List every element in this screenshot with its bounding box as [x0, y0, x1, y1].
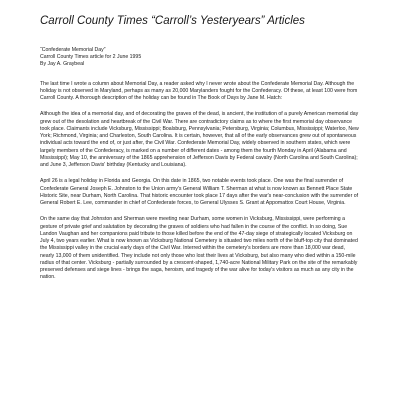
- article-author: By Jay A. Graybeal: [40, 61, 85, 68]
- paragraph-vicksburg: On the same day that Johnston and Sherman were meeting near Durham, some women in Vicksburg, Mississippi, were performing a gesture of private grief and salutation by decorating the graves of soldiers who had fallen in the course of the conflict. In so doing, Sue Landon Vaughan and her companions paid tribute to those killed before the end of the 47-day siege of strategically located Vicksburg on July 4, two years earlier. What is now known as Vicksburg National Cemetery is situated two miles north of the bluff-top city that dominated the Mississippi valley in the crucial early days of the Civil War. Interred within the cemetery's borders are more than 18,000 war dead, nearly 13,000 of them unidentified. They include not only those who lost their lives at Vicksburg, but also many who died within a 150-mile radius of that center. Vicksburg - partially surrounded by a crescent-shaped, 1,740-acre National Military Park on the site of the remarkably preserved defenses and siege lines - brings the saga, heroism, and tragedy of the war alive for today's visitors as much as any city in the nation.: [40, 216, 358, 281]
- paragraph-intro: The last time I wrote a column about Memorial Day, a reader asked why I never wrote about the Confederate Memorial Day. Although the holiday is not observed in Maryland, perhaps as many as 20,000 Marylanders fought for the Confederacy. Of these, at least 100 were from Carroll County. A thorough description of the holiday can be found in The Book of Days by Jane M. Hatch:: [40, 80, 358, 102]
- paragraph-memorial-history: Although the idea of a memorial day, and of decorating the graves of the dead, is ancient, the institution of a purely American memorial day grew out of the desolation and heartbreak of the Civil War. There are contradictory claims as to where the first memorial day observance took place. Claimants include Vicksburg, Mississippi; Boalsburg, Pennsylvania; Petersburg, Virginia; Columbus, Mississippi; Waterloo, New York; Richmond, Virginia; and Charleston, South Carolina. It is certain, however, that all of the early observances grew out of spontaneous individual acts toward the end of, or just after, the Civil War. Confederate Memorial Day, widely observed in southern states, which were largely members of the Confederacy, is marked on a number of different dates - among them the fourth Monday in April (Alabama and Mississippi); May 10, the anniversary of the 1865 apprehension of Jefferson Davis by Federal cavalry (North Carolina and South Carolina); and June 3, Jefferson Davis' birthday (Kentucky and Louisiana).: [40, 111, 359, 169]
- article-headline: “Confederate Memorial Day”: [40, 47, 106, 53]
- article-byline: [40, 47, 360, 69]
- paragraph-april-26: April 26 is a legal holiday in Florida and Georgia. On this date in 1865, two notable events took place. One was the final surrender of Confederate General Joseph E. Johnston to the Union army's General William T. Sherman at what is now known as Bennett Place State Historic Site, near Durham, North Carolina. That historic encounter took place 17 days after the war's near-conclusion with the surrender of General Robert E. Lee, commander in chief of Confederate forces, to General Ulysses S. Grant at Appomattox Court House, Virginia.: [40, 178, 359, 207]
- document-title: Carroll County Times “Carroll’s Yesteryears” Articles: [40, 15, 305, 27]
- article-source: Carroll County Times article for 2 June 1995: [40, 54, 142, 61]
